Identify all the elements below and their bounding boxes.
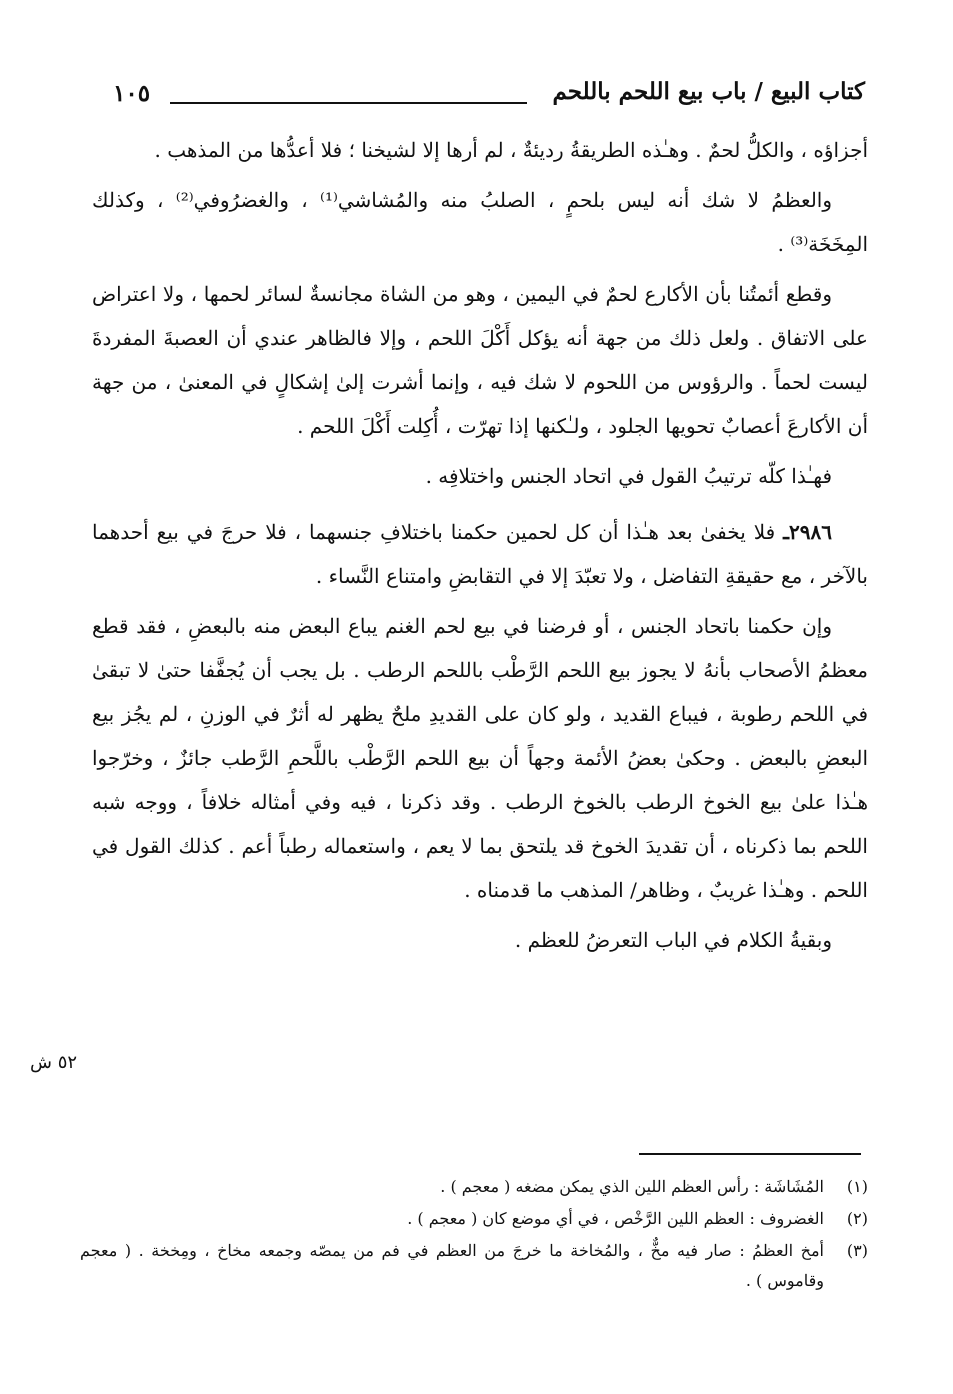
footnote-item [80, 1204, 868, 1234]
footnote-text: الغضروف : العظم اللين الرَّخْص ، في أي موضع كان ( معجم ) . [407, 1209, 824, 1228]
footnote-number: (٣) [846, 1241, 868, 1260]
footnotes [80, 1172, 868, 1298]
footnote-text: أمخ العظمُ : صار فيه مخٌّ ، والمُخاخة ما خرجَ من العظم في فم من يمصّه وجمعه مخاخ ، ومِخخة . ( معجم وقاموس ) . [80, 1241, 824, 1290]
paragraph-trotters: وقطع أئمتُنا بأن الأكارع لحمٌ في اليمين ، وهو من الشاة مجانسةٌ لسائر لحمها ، ولا اعتراض على الاتفاق . ولعل ذلك من جهة أنه يؤكل أَكْلَ اللحم ، وإلا فالظاهر عندي أن العصبةَ المفردةَ ليست لحماً . والرؤوس من اللحوم لا شك فيه ، وإنما أشرت إلىٰ إشكالٍ في المعنىٰ ، من جهة أن الأكارعَ أعصابٌ تحويها الجلود ، ولـٰكنها إذا تهرّت ، أُكِلت أَكْلَ اللحم . [92, 282, 868, 438]
header-rule [170, 102, 527, 104]
footnote-text: المُشَاشَة : رأس العظم اللين الذي يمكن مضغه ( معجم ) . [440, 1177, 824, 1196]
paragraph-fresh-meat: وإن حكمنا باتحاد الجنس ، أو فرضنا في بيع لحم الغنم يباع البعض منه بالبعضِ ، فقد قطع معظمُ الأصحاب بأنهُ لا يجوز بيع اللحم الرَّطْب باللحم الرطب . بل يجب أن يُجفَّفا حتىٰ لا تبقىٰ في اللحم رطوبة ، فيباع القديد ، ولو كان على القديدِ ملحٌ يظهر له أثرٌ في الوزنِ ، لم يجُز بيع البعضِ بالبعض . وحكىٰ بعضُ الأئمة وجهاً أن بيع اللحم الرَّطْب باللَّحمِ الرَّطب جائزٌ ، وخرّجوا هـٰذا علىٰ بيع الخوخ الرطب بالخوخ الرطب . وقد ذكرنا ، فيه وفي أمثاله خلافاً ، ووجه شبه اللحم بما ذكرناه ، أن تقديدَ الخوخ قد يلتحق بما لا يعم ، واستعماله رطباً أعم . كذلك القول في اللحم . وهـٰذا غريبٌ ، وظاهر/ المذهب ما قدمناه . [92, 614, 868, 902]
margin-note: ٥٢ ش [30, 1052, 78, 1073]
paragraph-continuation: أجزاؤه ، والكلُّ لحمٌ . وهـٰذه الطريقةُ رديئةٌ ، لم أرها إلا لشيخنا ؛ فلا أعدُّها من المذهب . [154, 138, 868, 162]
paragraph-numbered [92, 510, 868, 598]
page-number: ١٠٥ [113, 80, 151, 107]
running-title: كتاب البيع / باب بيع اللحم باللحم [552, 78, 865, 105]
body-text [92, 128, 868, 968]
paragraph-closing: وبقيةُ الكلام في الباب التعرضُ للعظم . [514, 928, 832, 952]
paragraph-numbered-text: فلا يخفىٰ بعد هـٰذا أن كل لحمين حكمنا باختلافِ جنسهما ، فلا حرجَ في بيع أحدهما بالآخر ، مع حقيقةِ التفاضل ، ولا تعبّدَ إلا في التقابضِ وامتناع النَّساء . [92, 520, 868, 588]
footnote-number: (٢) [846, 1209, 868, 1228]
footnote-item [80, 1236, 868, 1296]
footnote-number: (١) [846, 1177, 868, 1196]
paragraph-number: ٢٩٨٦ـ [783, 520, 832, 544]
page-header [95, 78, 865, 118]
footnote-rule [639, 1153, 861, 1155]
paragraph-summary: فهـٰذا كلّه ترتيبُ القول في اتحاد الجنس واختلافِه . [425, 464, 832, 488]
footnote-item [80, 1172, 868, 1202]
paragraph-bone: والعظمُ لا شك أنه ليس بلحمٍ ، الصلبُ منه والمُشاشي⁽¹⁾ ، والغضرُوفي⁽²⁾ ، وكذلك المِخَخَة⁽³⁾ . [92, 188, 868, 256]
